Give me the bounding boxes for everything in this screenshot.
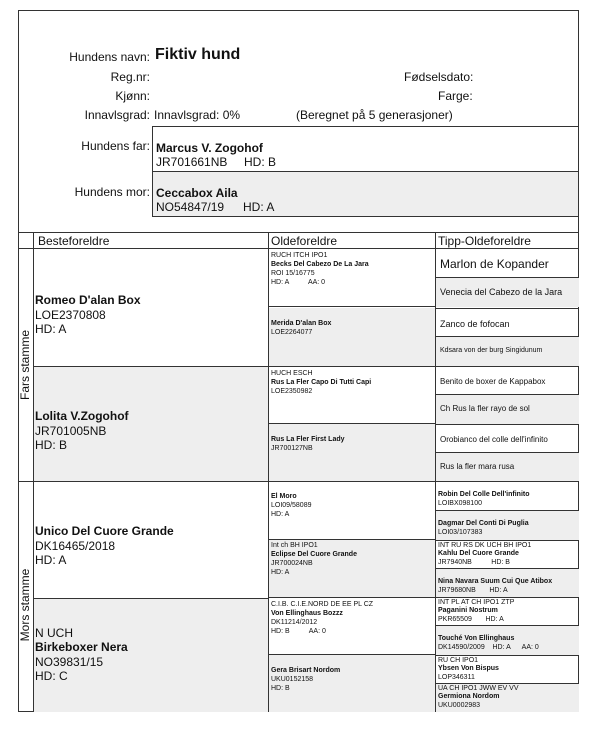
great-grandparent-7 [269, 597, 435, 655]
gggp-11 [436, 540, 579, 569]
ggp4-name: Rus La Fler First Lady [271, 436, 345, 443]
dog-name: Fiktiv hund [155, 46, 241, 63]
ggp6-hd: HD: A [271, 569, 290, 576]
gggp-6: Ch Rus la fler rayo de sol [436, 395, 579, 424]
father-name: Marcus V. Zogohof [156, 141, 263, 155]
gggp11-reg: JR7940NB HD: B [438, 559, 510, 566]
gggp-8: Rus la fler mara rusa [436, 453, 579, 481]
gggp16-title: UA CH IPO1 JWW EV VV [438, 685, 519, 692]
gp1-hd: HD: A [35, 322, 67, 336]
ggp2-name: Merida D'alan Box [271, 320, 332, 327]
ggp5-name: El Moro [271, 493, 297, 500]
gggp10-reg: LOI03/107383 [438, 529, 483, 536]
ggp5-reg: LOI09/58089 [271, 502, 312, 509]
grandparent-3 [34, 482, 268, 597]
ggp2-reg: LOE2264077 [271, 329, 313, 336]
great-grandparent-5 [269, 482, 435, 540]
gp4-title: N UCH [35, 626, 73, 640]
great-grandparent-3 [269, 366, 435, 424]
gggp13-reg: PKR65509 HD: A [438, 616, 504, 623]
inbreeding-value: Innavlsgrad: 0% [154, 108, 241, 122]
ggp6-title: Int ch BH IPO1 [271, 542, 318, 549]
col-great-grandparents: Oldeforeldre [271, 234, 338, 248]
gggp-14 [436, 626, 579, 655]
father-label: Hundens far: [81, 139, 150, 153]
gggp15-reg: LOP346311 [438, 674, 475, 681]
father-reg: JR701661NB [156, 155, 228, 169]
great-grandparent-4 [269, 424, 435, 481]
ggp7-reg: DK11214/2012 [271, 619, 318, 626]
reg-label: Reg.nr: [110, 70, 150, 84]
mother-box [152, 171, 579, 217]
mother-name: Ceccabox Aila [156, 186, 238, 200]
gp4-reg: NO39831/15 [35, 655, 104, 669]
ggp1-reg: ROI 15/16775 [271, 270, 315, 277]
gggp13-name: Paganini Nostrum [438, 607, 498, 614]
sex-label: Kjønn: [115, 89, 150, 103]
great-grandparent-8 [269, 655, 435, 712]
grandparent-1 [34, 249, 268, 365]
gggp-5: Benito de boxer de Kappabox [436, 366, 579, 395]
mother-line-label: Mors stamme [18, 568, 32, 642]
name-label: Hundens navn: [69, 50, 150, 64]
col-great-great-grandparents: Tipp-Oldeforeldre [438, 234, 531, 248]
ggp1-title: RUCH ITCH IPO1 [271, 252, 328, 259]
grandparent-4 [34, 598, 268, 712]
gggp-4: Kdsara von der burg Singidunum [436, 337, 579, 366]
gp1-reg: LOE2370808 [35, 308, 106, 322]
gggp-2: Venecia del Cabezo de la Jara [436, 278, 579, 307]
gggp11-name: Kahlu Del Cuore Grande [438, 550, 519, 557]
ggp6-reg: JR700024NB [271, 560, 313, 567]
gggp-12 [436, 569, 579, 597]
gggp12-reg: JR79680NB HD: A [438, 587, 508, 594]
gp4-name: Birkeboxer Nera [35, 640, 128, 654]
gggp14-reg: DK14590/2009 HD: A AA: 0 [438, 644, 539, 651]
ggp3-title: HUCH ESCH [271, 370, 313, 377]
col-grandparents: Besteforeldre [38, 234, 110, 248]
gggp-15 [436, 655, 579, 684]
ggp3-reg: LOE2350982 [271, 388, 313, 395]
gggp15-title: RU CH IPO1 [438, 657, 479, 664]
gp2-reg: JR701005NB [35, 424, 107, 438]
ggp8-reg: UKU0152158 [271, 676, 314, 683]
ggp6-name: Eclipse Del Cuore Grande [271, 551, 357, 558]
ggp1-name: Becks Del Cabezo De La Jara [271, 261, 369, 268]
ggp3-name: Rus La Fler Capo Di Tutti Capi [271, 379, 372, 386]
ggp5-hd: HD: A [271, 511, 290, 518]
gggp9-name: Robin Del Colle Dell'infinito [438, 491, 530, 498]
ggp7-hd: HD: B AA: 0 [271, 628, 326, 635]
great-grandparent-1 [269, 249, 435, 307]
grandparent-2 [34, 366, 268, 481]
color-label: Farge: [438, 89, 473, 103]
birthdate-label: Fødselsdato: [404, 70, 474, 84]
gp3-hd: HD: A [35, 553, 67, 567]
gggp-3: Zanco de fofocan [436, 308, 579, 337]
gggp-10 [436, 511, 579, 540]
inbreeding-note: (Beregnet på 5 generasjoner) [296, 108, 453, 122]
gggp16-reg: UKU0002983 [438, 702, 481, 709]
inbreeding-label: Innavlsgrad: [84, 108, 150, 122]
gp4-hd: HD: C [35, 669, 68, 683]
gggp13-title: INT PL AT CH IPO1 ZTP [438, 599, 515, 606]
ggp4-reg: JR700127NB [271, 445, 313, 452]
gp2-hd: HD: B [35, 438, 68, 452]
gggp11-title: INT RU RS DK UCH BH IPO1 [438, 542, 532, 549]
gggp12-name: Nina Navara Suum Cui Que Atibox [438, 578, 553, 585]
ggp7-name: Von Ellinghaus Bozzz [271, 610, 343, 617]
gggp-7: Orobianco del colle dell'infinito [436, 424, 579, 453]
mother-label: Hundens mor: [74, 185, 150, 199]
gggp-9 [436, 482, 579, 511]
gp3-name: Unico Del Cuore Grande [35, 524, 174, 538]
ggp1-hd: HD: A AA: 0 [271, 279, 326, 286]
gggp9-reg: LOIBX098100 [438, 500, 482, 507]
ggp8-hd: HD: B [271, 685, 290, 692]
great-grandparent-6 [269, 540, 435, 597]
father-hd: HD: B [244, 155, 277, 169]
gggp-16 [436, 684, 579, 712]
gggp10-name: Dagmar Del Conti Di Puglia [438, 520, 529, 527]
mother-hd: HD: A [243, 200, 275, 214]
gggp16-name: Germiona Nordom [438, 693, 500, 700]
gp1-name: Romeo D'alan Box [35, 293, 141, 307]
gggp14-name: Touché Von Ellinghaus [438, 635, 515, 642]
gggp-13 [436, 597, 579, 626]
father-line-label: Fars stamme [18, 330, 32, 401]
mother-reg: NO54847/19 [156, 200, 225, 214]
gggp15-name: Ybsen Von Bispus [438, 665, 499, 672]
ggp8-name: Gera Brisart Nordom [271, 667, 341, 674]
great-grandparent-2 [269, 308, 435, 366]
gggp-1: Marlon de Kopander [436, 249, 579, 278]
father-box [152, 126, 579, 172]
gp3-reg: DK16465/2018 [35, 539, 116, 553]
ggp7-title: C.I.B. C.I.E.NORD DE EE PL CZ [271, 601, 374, 608]
gp2-name: Lolita V.Zogohof [35, 409, 129, 423]
